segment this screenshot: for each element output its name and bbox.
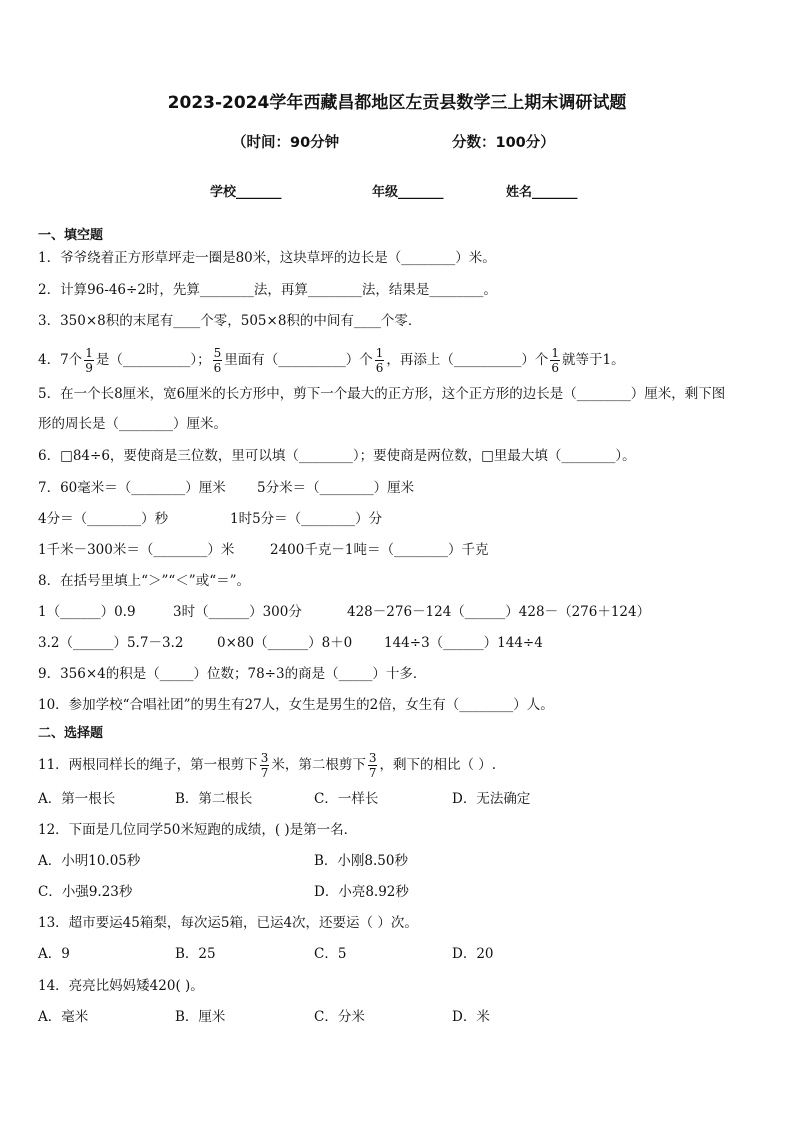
question-10: 10．参加学校“合唱社团”的男生有27人，女生是男生的2倍，女生有（________）人。 (38, 697, 554, 713)
denominator: 6 (213, 361, 222, 375)
question-8-e: 0×80（______）8＋0 (217, 635, 353, 651)
q14-option-c: C．分米 (314, 1009, 365, 1025)
q4-text-d: ，再添上（__________）个 (386, 352, 549, 368)
q11-option-a: A．第一根长 (38, 791, 116, 807)
question-7-f: 2400千克－1吨＝（________）千克 (270, 542, 489, 558)
q4-text-c: 里面有（__________）个 (224, 352, 373, 368)
name-field: 姓名_______ (506, 185, 578, 200)
q11-option-d: D．无法确定 (452, 791, 531, 807)
question-11 (38, 752, 496, 779)
numerator: 1 (551, 346, 559, 360)
fraction (213, 347, 223, 374)
q11-text-c: ，剩下的相比（ ）. (379, 757, 497, 773)
question-7-b: 5分米＝（________）厘米 (257, 480, 415, 496)
q11-text-b: 米，第二根剪下 (271, 757, 366, 773)
q4-text-b: 是（__________）； (95, 352, 211, 368)
denominator: 7 (260, 766, 269, 780)
page-title: 2023-2024学年西藏昌都地区左贡县数学三上期末调研试题 (167, 93, 627, 113)
section-fill-in: 一、填空题 (38, 228, 104, 243)
q11-option-c: C．一样长 (314, 791, 379, 807)
q13-option-d: D．20 (452, 946, 494, 962)
question-4 (38, 347, 625, 374)
numerator: 5 (213, 346, 222, 360)
numerator: 3 (260, 751, 269, 765)
question-12: 12．下面是几位同学50米短跑的成绩，( )是第一名． (38, 822, 358, 838)
question-2: 2．计算96-46÷2时，先算________法，再算________法，结果是________。 (38, 282, 497, 298)
question-5-line-1: 5．在一个长8厘米，宽6厘米的长方形中，剪下一个最大的正方形，这个正方形的边长是（________）厘米，剩下图 (38, 386, 726, 402)
q13-option-a: A．9 (38, 946, 70, 962)
question-3: 3．350×8积的末尾有____个零，505×8积的中间有____个零． (38, 313, 422, 329)
question-8-d: 3.2（______）5.7－3.2 (38, 635, 184, 651)
q12-option-c: C．小强9.23秒 (38, 884, 133, 900)
q14-option-b: B．厘米 (175, 1009, 226, 1025)
question-14: 14．亮亮比妈妈矮420( )。 (38, 978, 204, 994)
q14-option-d: D．米 (452, 1009, 490, 1025)
fraction (375, 347, 385, 374)
fraction (550, 347, 560, 374)
q12-option-a: A．小明10.05秒 (38, 853, 141, 869)
numerator: 1 (85, 346, 93, 360)
question-9: 9．356×4的积是（_____）位数；78÷3的商是（_____）十多． (38, 666, 427, 682)
denominator: 6 (375, 361, 384, 375)
question-7-e: 1千米－300米＝（________）米 (38, 542, 235, 558)
denominator: 6 (551, 361, 559, 375)
question-13: 13．超市要运45箱梨，每次运5箱，已运4次，还要运（ ）次。 (38, 915, 418, 931)
grade-field: 年级_______ (372, 185, 444, 200)
question-8-a: 1（______）0.9 (38, 604, 136, 620)
question-7-a: 7．60毫米＝（________）厘米 (38, 480, 226, 496)
fraction (84, 347, 94, 374)
q11-option-b: B．第二根长 (175, 791, 253, 807)
q4-text-e: 就等于1。 (562, 352, 625, 368)
numerator: 1 (375, 346, 384, 360)
q13-option-c: C．5 (314, 946, 347, 962)
section-choice: 二、选择题 (38, 726, 104, 741)
school-field: 学校_______ (210, 185, 282, 200)
fraction (368, 752, 378, 779)
numerator: 3 (368, 751, 377, 765)
q14-option-a: A．毫米 (38, 1009, 89, 1025)
fraction (260, 752, 270, 779)
q13-option-b: B．25 (175, 946, 216, 962)
question-6: 6．□84÷6，要使商是三位数，里可以填（________）；要使商是两位数，□里最大填（________）。 (38, 448, 636, 464)
exam-time: （时间：90分钟 (232, 135, 340, 151)
question-1: 1．爷爷绕着正方形草坪走一圈是80米，这块草坪的边长是（________）米。 (38, 250, 496, 266)
denominator: 9 (85, 361, 93, 375)
question-7-c: 4分＝（________）秒 (38, 511, 169, 527)
question-7-d: 1时5分＝（________）分 (230, 511, 383, 527)
question-8-f: 144÷3（______）144÷4 (384, 635, 543, 651)
question-8-stem: 8．在括号里填上“＞”“＜”或“＝”。 (38, 573, 250, 589)
denominator: 7 (368, 766, 377, 780)
exam-score: 分数：100分） (452, 135, 555, 151)
q11-text-a: 11．两根同样长的绳子，第一根剪下 (38, 757, 258, 773)
q12-option-d: D．小亮8.92秒 (314, 884, 409, 900)
question-8-b: 3时（______）300分 (173, 604, 302, 620)
question-5-line-2: 形的周长是（________）厘米。 (38, 416, 227, 432)
q12-option-b: B．小刚8.50秒 (314, 853, 408, 869)
q4-text-a: 4．7个 (38, 352, 83, 368)
question-8-c: 428－276－124（______）428－（276＋124） (347, 604, 651, 620)
